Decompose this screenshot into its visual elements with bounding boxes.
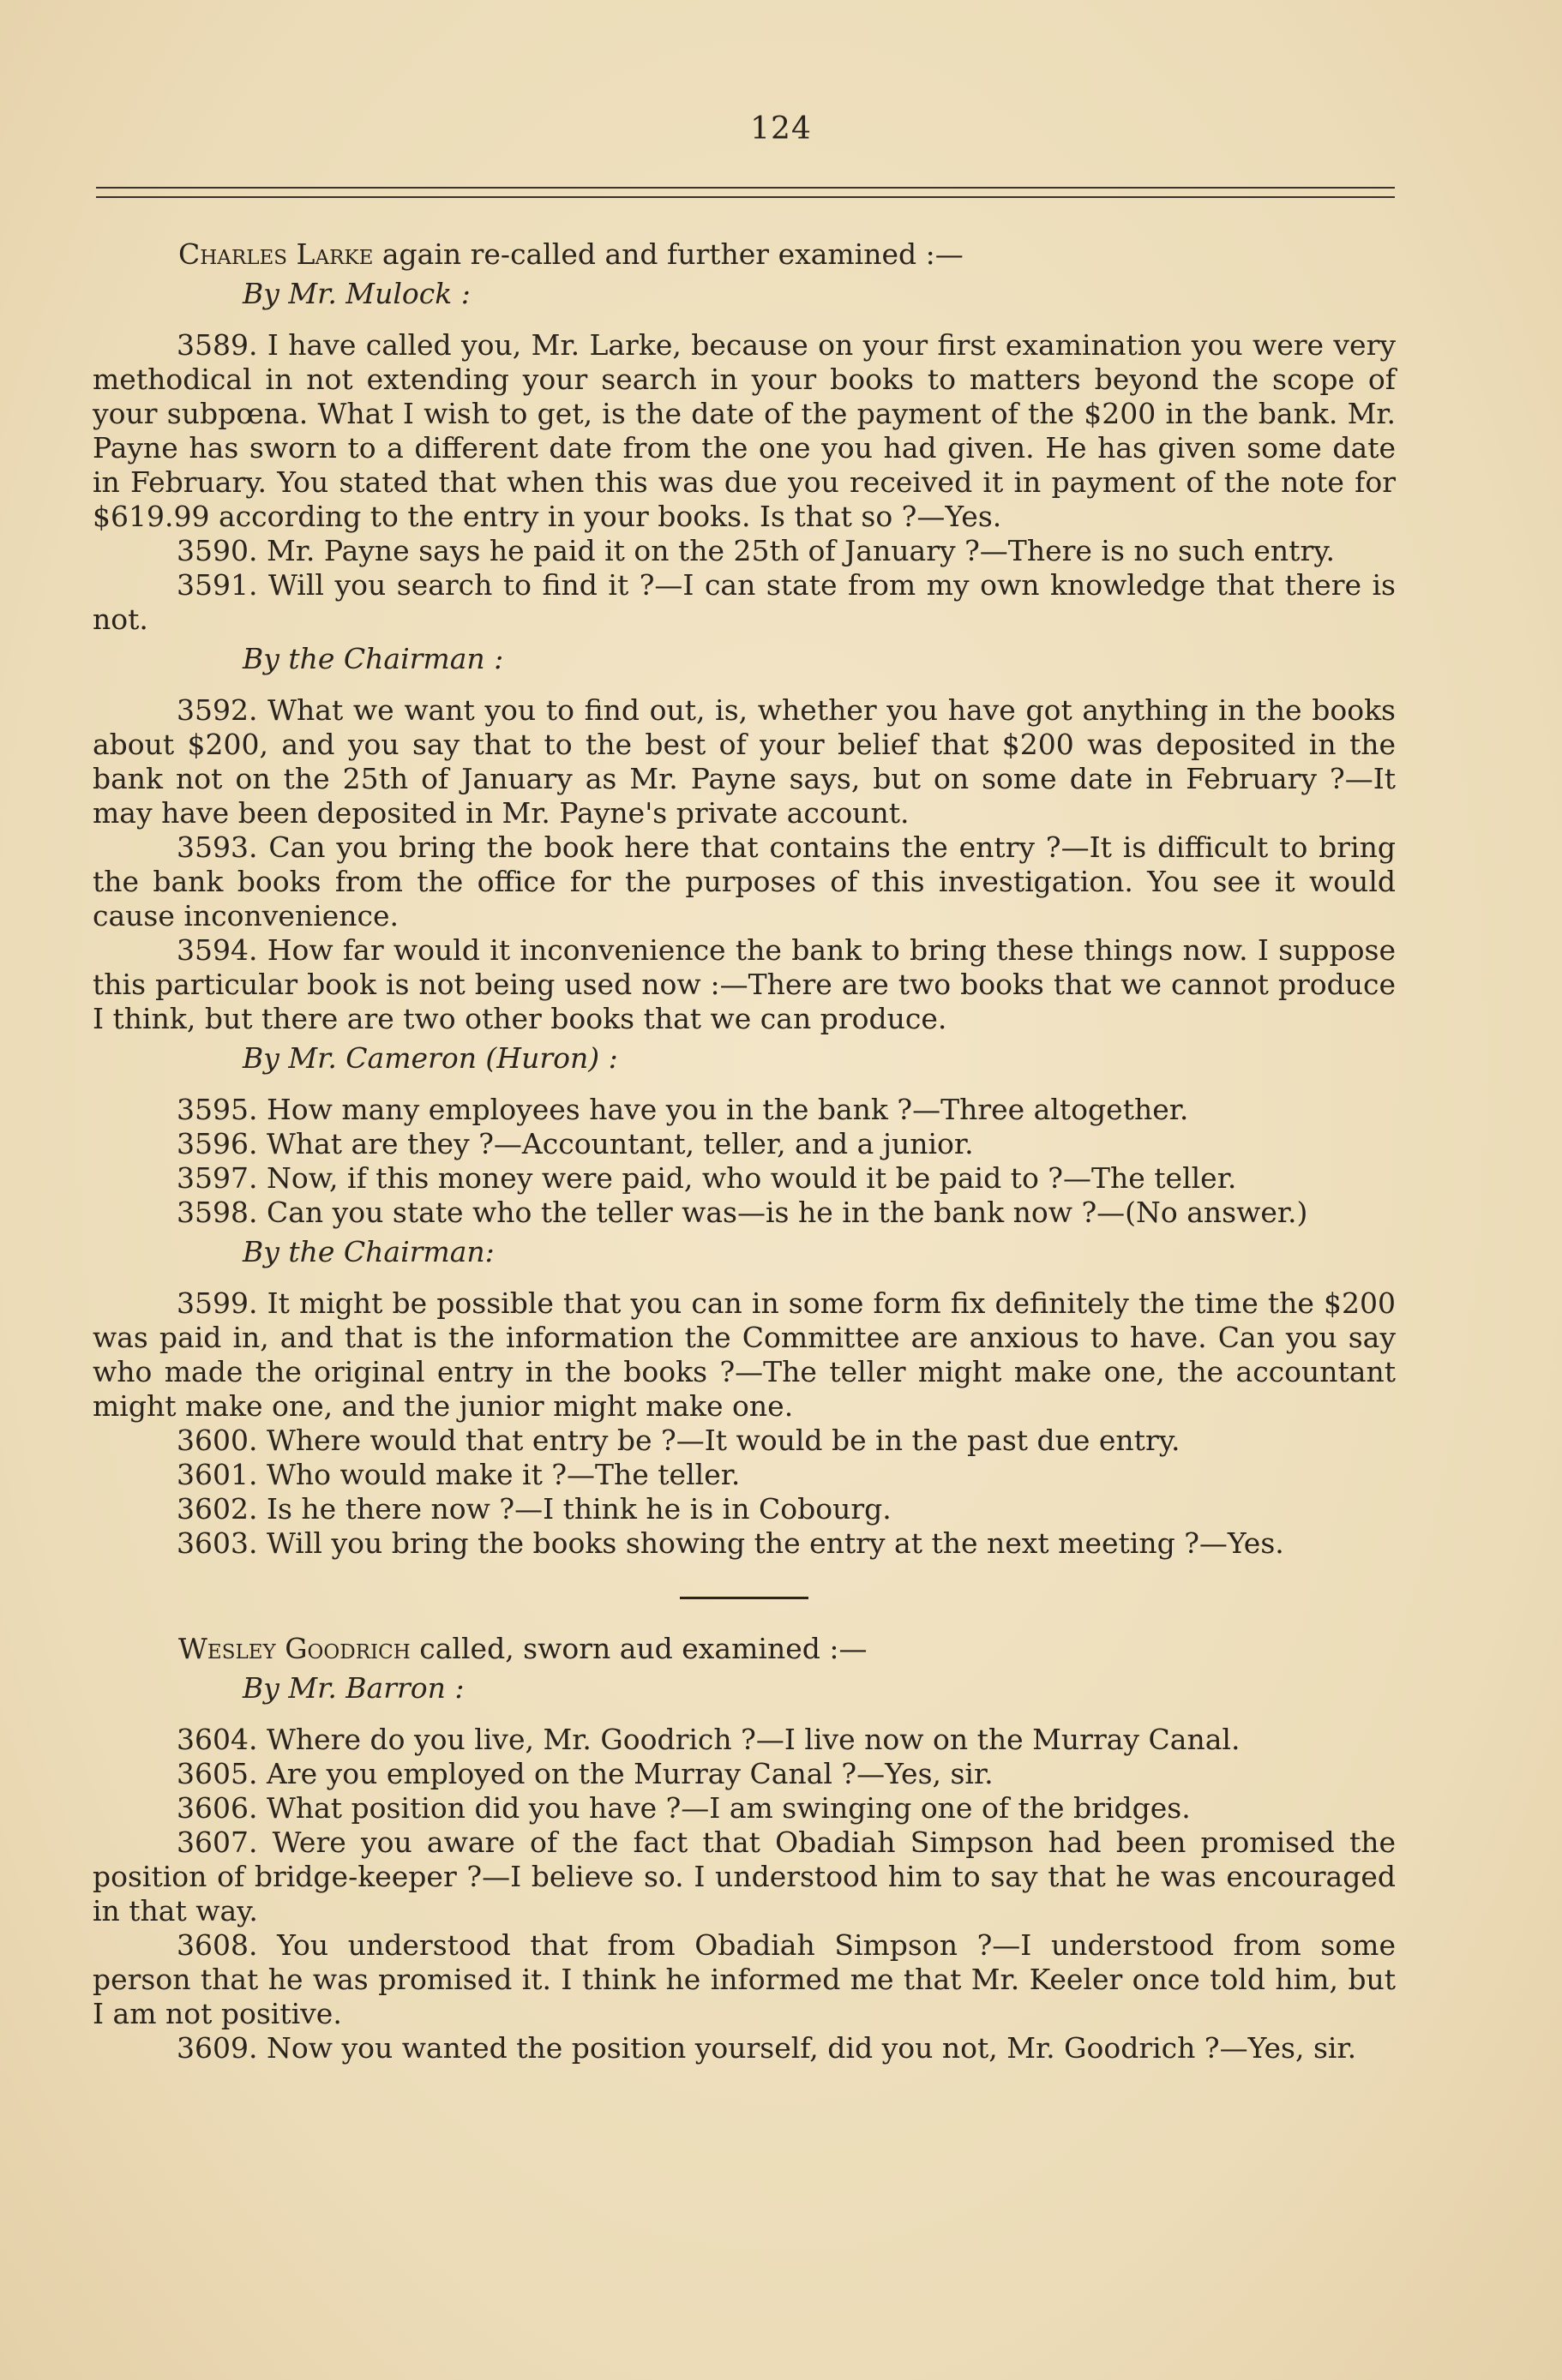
question-3607: 3607. Were you aware of the fact that Obadiah Simpson had been promised the position of bridge-keeper ?—I believe so. I understood him to say that he was encouraged in that way. bbox=[93, 1825, 1396, 1927]
witness-name: Wesley Goodrich bbox=[178, 1632, 411, 1665]
question-3599: 3599. It might be possible that you can in some form fix definitely the time the $200 was paid in, and that is the information the Committee are anxious to have. Can you say who made the original entry in the books ?—The teller might make one, the accountant might make one, and the junior might make one. bbox=[93, 1286, 1396, 1423]
examiner-heading: By Mr. Cameron (Huron) : bbox=[243, 1041, 618, 1075]
witness-name: Charles Larke bbox=[178, 237, 374, 271]
question-3605: 3605. Are you employed on the Murray Canal ?—Yes, sir. bbox=[177, 1757, 994, 1790]
question-3604: 3604. Where do you live, Mr. Goodrich ?—I live now on the Murray Canal. bbox=[177, 1723, 1241, 1756]
examiner-heading: By Mr. Mulock : bbox=[243, 277, 471, 310]
question-3606: 3606. What position did you have ?—I am swinging one of the bridges. bbox=[177, 1791, 1191, 1825]
examiner-heading: By the Chairman: bbox=[243, 1235, 495, 1268]
witness-heading-goodrich bbox=[93, 1632, 1396, 1666]
question-3590: 3590. Mr. Payne says he paid it on the 25th of January ?—There is no such entry. bbox=[177, 534, 1335, 567]
question-3593: 3593. Can you bring the book here that contains the entry ?—It is difficult to bring the bank books from the office for the purposes of this investigation. You see it would cause inconvenience. bbox=[93, 830, 1396, 932]
question-3609: 3609. Now you wanted the position yourself, did you not, Mr. Goodrich ?—Yes, sir. bbox=[177, 2031, 1357, 2065]
question-3596: 3596. What are they ?—Accountant, teller, and a junior. bbox=[177, 1127, 974, 1160]
testimony-body bbox=[93, 219, 1396, 2065]
question-3595: 3595. How many employees have you in the bank ?—Three altogether. bbox=[177, 1093, 1189, 1126]
witness-heading-text: called, sworn aud examined :— bbox=[410, 1632, 868, 1665]
question-3608: 3608. You understood that from Obadiah Simpson ?—I understood from some person that he was promised it. I think he informed me that Mr. Keeler once told him, but I am not positive. bbox=[93, 1928, 1396, 2030]
examiner-heading: By the Chairman : bbox=[243, 642, 504, 675]
question-3602: 3602. Is he there now ?—I think he is in Cobourg. bbox=[177, 1492, 892, 1526]
question-3598: 3598. Can you state who the teller was—is he in the bank now ?—(No answer.) bbox=[177, 1196, 1308, 1229]
question-3600: 3600. Where would that entry be ?—It would be in the past due entry. bbox=[177, 1424, 1181, 1457]
page-number: 124 bbox=[750, 111, 812, 147]
question-3603: 3603. Will you bring the books showing the entry at the next meeting ?—Yes. bbox=[177, 1526, 1284, 1560]
question-3594: 3594. How far would it inconvenience the bank to bring these things now. I suppose this particular book is not being used now :—There are two books that we cannot produce I think, but there are two other books that we can produce. bbox=[93, 933, 1396, 1035]
examiner-heading: By Mr. Barron : bbox=[243, 1671, 465, 1705]
question-3591: 3591. Will you search to find it ?—I can state from my own knowledge that there is not. bbox=[93, 568, 1396, 636]
witness-heading-text: again re-called and further examined :— bbox=[373, 237, 964, 271]
header-double-rule bbox=[96, 187, 1395, 198]
question-3589: 3589. I have called you, Mr. Larke, because on your first examination you were very methodical in not extending your search in your books to matters beyond the scope of your subpœna. What I wish to get, is the date of the payment of the $200 in the bank. Mr. Payne has sworn to a different date from the one you had given. He has given some date in February. You stated that when this was due you received it in payment of the note for $619.99 according to the entry in your books. Is that so ?—Yes. bbox=[93, 328, 1396, 533]
witness-heading-larke bbox=[93, 237, 1396, 272]
section-divider bbox=[680, 1597, 808, 1599]
question-3597: 3597. Now, if this money were paid, who would it be paid to ?—The teller. bbox=[177, 1161, 1237, 1195]
question-3601: 3601. Who would make it ?—The teller. bbox=[177, 1458, 741, 1491]
question-3592: 3592. What we want you to find out, is, whether you have got anything in the books about $200, and you say that to the best of your belief that $200 was deposited in the bank not on the 25th of January as Mr. Payne says, but on some date in February ?—It may have been deposited in Mr. Payne's private account. bbox=[93, 693, 1396, 830]
